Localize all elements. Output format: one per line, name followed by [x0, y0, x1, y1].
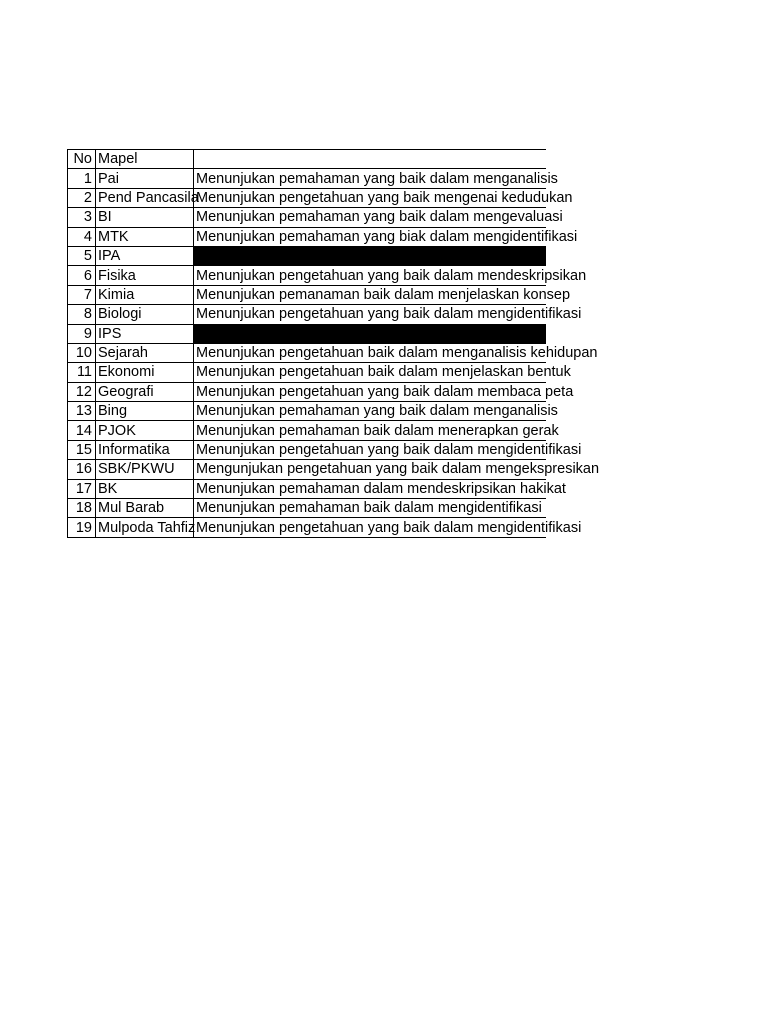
row-number-cell: 4	[68, 227, 96, 246]
table-row	[68, 460, 546, 479]
description-cell: Menunjukan pemahaman yang biak dalam mengidentifikasi	[194, 227, 546, 246]
description-cell: Menunjukan pemahaman baik dalam mengidentifikasi	[194, 499, 546, 518]
filled-description-cell	[194, 324, 546, 343]
description-cell: Menunjukan pengetahuan baik dalam menganalisis kehidupan	[194, 343, 546, 362]
row-number-cell: 3	[68, 208, 96, 227]
table-row	[68, 363, 546, 382]
subject-cell: BI	[96, 208, 194, 227]
row-number-cell: 7	[68, 285, 96, 304]
row-number-cell: 2	[68, 188, 96, 207]
table-row	[68, 227, 546, 246]
grade-description-table	[67, 149, 600, 538]
subject-cell: Geografi	[96, 382, 194, 401]
header-description	[194, 150, 546, 169]
subject-cell: BK	[96, 479, 194, 498]
subject-cell: Sejarah	[96, 343, 194, 362]
subject-cell: Biologi	[96, 305, 194, 324]
description-cell: Menunjukan pemahaman dalam mendeskripsikan hakikat	[194, 479, 546, 498]
subject-cell: Bing	[96, 402, 194, 421]
table-row	[68, 169, 546, 188]
table-row	[68, 440, 546, 459]
row-number-cell: 14	[68, 421, 96, 440]
row-number-cell: 19	[68, 518, 96, 537]
table-row	[68, 382, 546, 401]
filled-description-cell	[194, 246, 546, 265]
table-row	[68, 208, 546, 227]
subject-cell: SBK/PKWU	[96, 460, 194, 479]
description-cell: Menunjukan pengetahuan yang baik mengenai kedudukan	[194, 188, 546, 207]
row-number-cell: 1	[68, 169, 96, 188]
table-row	[68, 343, 546, 362]
subject-cell: IPA	[96, 246, 194, 265]
spreadsheet-table	[67, 149, 600, 538]
subject-cell: MTK	[96, 227, 194, 246]
description-cell: Menunjukan pengetahuan yang baik dalam membaca peta	[194, 382, 546, 401]
table-row	[68, 246, 546, 265]
description-cell: Menunjukan pemanaman baik dalam menjelaskan konsep	[194, 285, 546, 304]
description-cell: Menunjukan pemahaman yang baik dalam menganalisis	[194, 402, 546, 421]
table-row	[68, 324, 546, 343]
row-number-cell: 9	[68, 324, 96, 343]
header-row	[68, 150, 546, 169]
row-number-cell: 17	[68, 479, 96, 498]
description-cell: Mengunjukan pengetahuan yang baik dalam mengekspresikan	[194, 460, 546, 479]
subject-cell: IPS	[96, 324, 194, 343]
description-cell: Menunjukan pemahaman baik dalam menerapkan gerak	[194, 421, 546, 440]
subject-cell: Fisika	[96, 266, 194, 285]
description-cell: Menunjukan pengetahuan yang baik dalam mengidentifikasi	[194, 440, 546, 459]
subject-cell: Pend Pancasila	[96, 188, 194, 207]
row-number-cell: 12	[68, 382, 96, 401]
header-no: No	[68, 150, 96, 169]
subject-cell: Kimia	[96, 285, 194, 304]
table-row	[68, 499, 546, 518]
table-row	[68, 479, 546, 498]
subject-cell: Pai	[96, 169, 194, 188]
row-number-cell: 5	[68, 246, 96, 265]
description-cell: Menunjukan pengetahuan yang baik dalam mengidentifikasi	[194, 305, 546, 324]
row-number-cell: 6	[68, 266, 96, 285]
row-number-cell: 15	[68, 440, 96, 459]
description-cell: Menunjukan pemahaman yang baik dalam menganalisis	[194, 169, 546, 188]
description-cell: Menunjukan pemahaman yang baik dalam mengevaluasi	[194, 208, 546, 227]
table-row	[68, 188, 546, 207]
table-row	[68, 421, 546, 440]
table-row	[68, 266, 546, 285]
description-cell: Menunjukan pengetahuan yang baik dalam mendeskripsikan	[194, 266, 546, 285]
subject-cell: PJOK	[96, 421, 194, 440]
row-number-cell: 18	[68, 499, 96, 518]
description-cell: Menunjukan pengetahuan baik dalam menjelaskan bentuk	[194, 363, 546, 382]
subject-cell: Ekonomi	[96, 363, 194, 382]
subject-cell: Mul Barab	[96, 499, 194, 518]
table-row	[68, 305, 546, 324]
subject-cell: Mulpoda Tahfiz	[96, 518, 194, 537]
header-mapel: Mapel	[96, 150, 194, 169]
description-cell: Menunjukan pengetahuan yang baik dalam mengidentifikasi	[194, 518, 546, 537]
table-row	[68, 402, 546, 421]
row-number-cell: 13	[68, 402, 96, 421]
row-number-cell: 8	[68, 305, 96, 324]
row-number-cell: 16	[68, 460, 96, 479]
row-number-cell: 10	[68, 343, 96, 362]
row-number-cell: 11	[68, 363, 96, 382]
table-row	[68, 518, 546, 537]
subject-cell: Informatika	[96, 440, 194, 459]
table-row	[68, 285, 546, 304]
